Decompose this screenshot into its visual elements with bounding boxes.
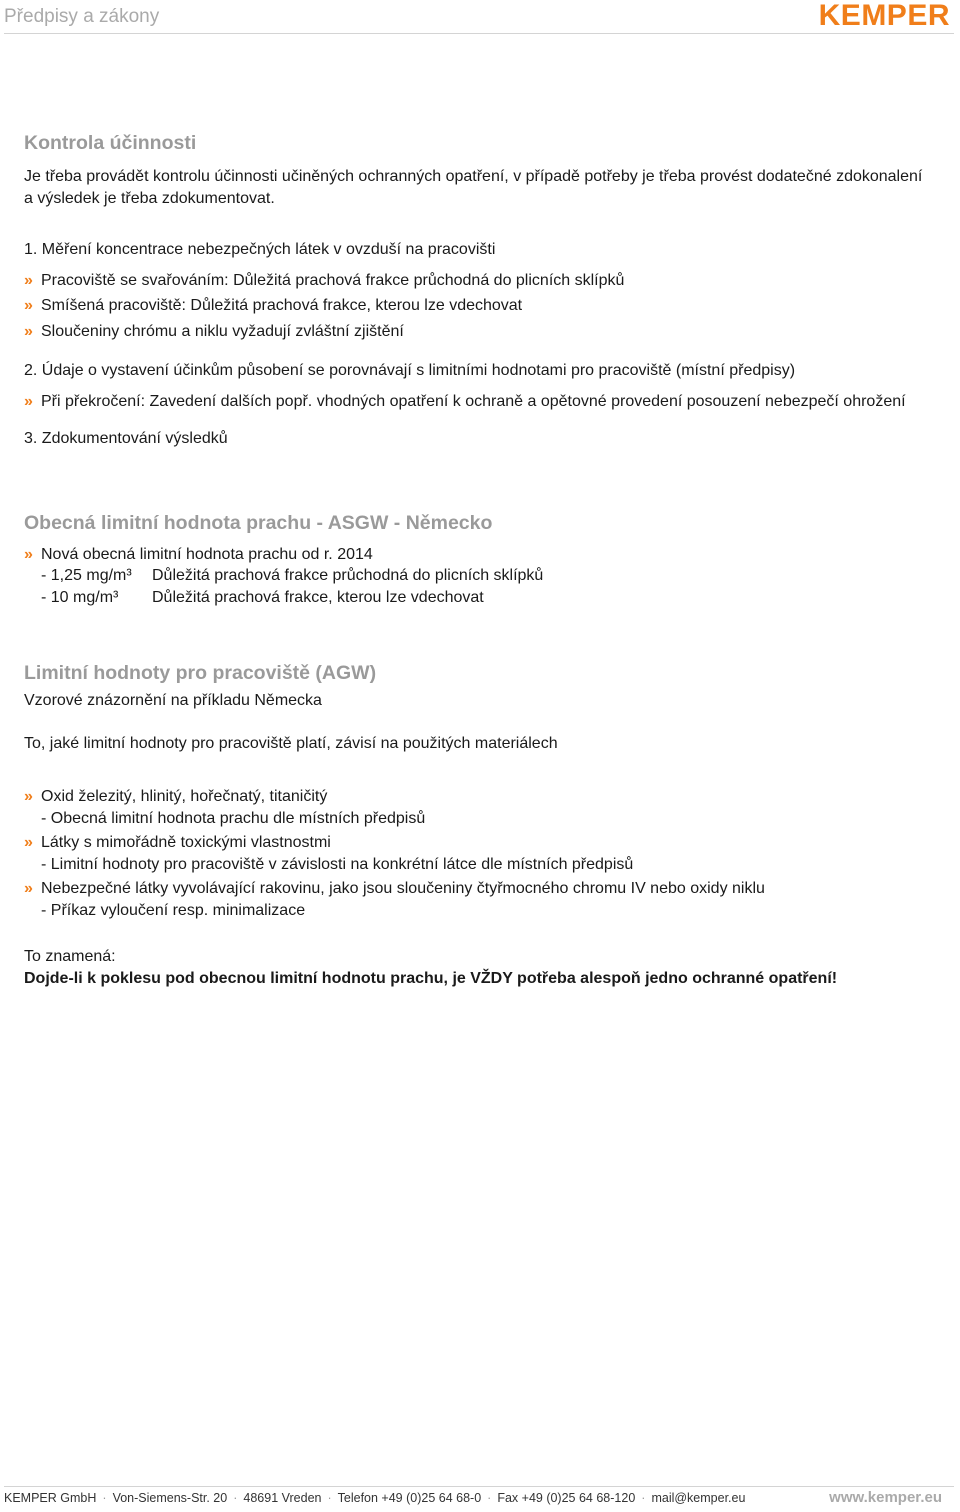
- step-3: 3. Zdokumentování výsledků: [24, 430, 228, 447]
- list-item: » Sloučeniny chrómu a niklu vyžadují zvláštní zjištění: [24, 321, 934, 343]
- double-chevron-right-icon: »: [24, 545, 33, 563]
- double-chevron-right-icon: »: [24, 392, 33, 410]
- footer-email[interactable]: mail@kemper.eu: [651, 1491, 746, 1505]
- footer-phone: Telefon +49 (0)25 64 68-0: [337, 1491, 482, 1505]
- list-item: » Látky s mimořádně toxickými vlastnostmi - Limitní hodnoty pro pracoviště v závislosti na konkrétní látce dle místních předpisů: [24, 834, 634, 873]
- limit-value-row: - 10 mg/m³ Důležitá prachová frakce, kterou lze vdechovat: [41, 588, 484, 606]
- note-label: To znamená:: [24, 948, 116, 965]
- list-item: » Při překročení: Zavedení dalších popř. vhodných opatření k ochraně a opětovné provedení posouzení nebezpečí ohrožení: [24, 391, 934, 413]
- double-chevron-right-icon: »: [24, 322, 33, 340]
- double-chevron-right-icon: »: [24, 880, 33, 897]
- page-header: [0, 0, 960, 34]
- double-chevron-right-icon: »: [24, 271, 33, 289]
- footer-divider: [4, 1486, 954, 1487]
- footer-fax: Fax +49 (0)25 64 68-120: [497, 1491, 636, 1505]
- kemper-logo: KEMPER: [818, 0, 950, 32]
- double-chevron-right-icon: »: [24, 297, 33, 314]
- list-item: » Oxid železitý, hlinitý, hořečnatý, titaničitý - Obecná limitní hodnota prachu dle místních předpisů: [24, 788, 426, 827]
- list-item: » Nová obecná limitní hodnota prachu od r. 2014: [24, 544, 934, 566]
- agw-subtitle: Vzorové znázornění na příkladu Německa: [24, 692, 322, 709]
- agw-text: To, jaké limitní hodnoty pro pracoviště platí, závisí na použitých materiálech: [24, 734, 558, 752]
- header-title: Předpisy a zákony: [4, 6, 160, 27]
- intro-text: Je třeba provádět kontrolu účinnosti učiněných ochranných opatření, v případě potřeby je třeba provést dodatečné zdokonalení a výsledek je třeba zdokumentovat.: [24, 168, 923, 207]
- section-heading-dust-limit: Obecná limitní hodnota prachu - ASGW - Německo: [24, 511, 493, 534]
- bullet-list-2: [24, 391, 934, 413]
- main-content: [24, 130, 934, 989]
- section-heading-effectiveness: Kontrola účinnosti: [24, 132, 197, 154]
- double-chevron-right-icon: »: [24, 834, 33, 851]
- list-item: » Nebezpečné látky vyvolávající rakovinu, jako jsou sloučeniny čtyřmocného chromu IV nebo oxidy niklu - Příkaz vyloučení resp. minimalizace: [24, 880, 765, 919]
- step-2: 2. Údaje o vystavení účinkům působení se porovnávají s limitními hodnotami pro pracoviště (místní předpisy): [24, 362, 796, 379]
- bullet-list-1: [24, 270, 934, 343]
- footer-company: KEMPER GmbH: [4, 1491, 97, 1505]
- footer-city: 48691 Vreden: [243, 1491, 322, 1505]
- header-divider: [4, 33, 954, 34]
- list-item: » Pracoviště se svařováním: Důležitá prachová frakce průchodná do plicních sklípků: [24, 270, 934, 292]
- list-item: » Smíšená pracoviště: Důležitá prachová frakce, kterou lze vdechovat: [24, 295, 934, 317]
- limit-value-row: - 1,25 mg/m³ Důležitá prachová frakce průchodná do plicních sklípků: [41, 567, 544, 584]
- bullet-list-dust: [24, 544, 934, 566]
- double-chevron-right-icon: »: [24, 788, 33, 805]
- bullet-list-materials: [24, 786, 934, 921]
- footer-website-link[interactable]: www.kemper.eu: [829, 1489, 942, 1506]
- section-heading-agw: Limitní hodnoty pro pracoviště (AGW): [24, 662, 377, 684]
- footer-street: Von-Siemens-Str. 20: [112, 1491, 228, 1505]
- note-bold: Dojde-li k poklesu pod obecnou limitní hodnotu prachu, je VŽDY potřeba alespoň jedno ochranné opatření!: [24, 969, 838, 987]
- step-1: 1. Měření koncentrace nebezpečných látek v ovzduší na pracovišti: [24, 241, 496, 258]
- footer-address: KEMPER GmbH · Von-Siemens-Str. 20 · 48691 Vreden · Telefon +49 (0)25 64 68-0 · Fax +49 (0)25 64 68-120 · mail@kemper.eu: [4, 1491, 746, 1505]
